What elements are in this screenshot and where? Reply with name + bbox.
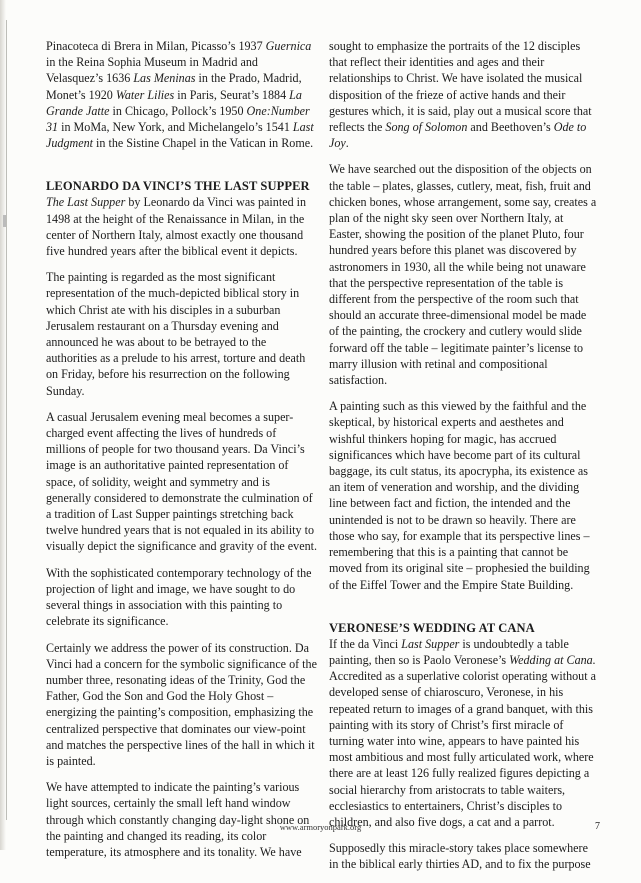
paragraph: If the da Vinci Last Supper is undoubtedly a table painting, then so is Paolo Veronese’s Wedding at Cana. Accredited as a superlative colorist operating without a developed sense of chiaroscuro, Veronese, in his repeated return to images of a grand banquet, with this painting with its story of Christ’s first miracle of turning water into wine, appears to have painted his most ambitious and most fully articulated work, where there are at least 126 fully realized figures depicting a social hierarchy from aristocrats to table waiters, ecclesiastics to entertainers, Christ’s disciples to children, and also five dogs, a cat and a parrot. <box>329 636 596 829</box>
page-edge-line <box>6 20 7 820</box>
italic-title: Song of Solomon <box>385 120 468 135</box>
section-heading: LEONARDO DA VINCI’S THE LAST SUPPER <box>46 179 310 194</box>
paragraph: With the sophisticated contemporary technology of the projection of light and image, we have sought to do several things in association with this painting to celebrate its significance. <box>46 565 312 629</box>
italic-title: The Last Supper <box>46 195 126 210</box>
italic-title: La Grande Jatte <box>46 87 302 118</box>
right-column <box>329 38 599 883</box>
section-heading: VERONESE’S WEDDING AT CANA <box>329 620 535 635</box>
italic-title: Last Supper <box>401 636 460 651</box>
italic-title: Wedding at Cana. <box>509 652 596 667</box>
italic-title: Guernica <box>265 39 312 53</box>
paragraph: Supposedly this miracle-story takes place somewhere in the biblical early thirties AD, and to fix the purpose <box>329 841 591 872</box>
italic-title: Ode to Joy <box>329 120 587 151</box>
footer-url: www.armoryonpark.org <box>279 822 362 832</box>
paragraph: Certainly we address the power of its construction. Da Vinci had a concern for the symbolic significance of the number three, resonating ideas of the Trinity, God the Father, God the Son and God the Holy Ghost – energizing the painting’s composition, emphasizing the centralized perspective that dominates our view-point and matches the perspective lines of the hall in which it is painted. <box>46 640 317 768</box>
italic-title: One:Number 31 <box>46 103 310 135</box>
paragraph: sought to emphasize the portraits of the 12 disciples that reflect their identities and ages and their relationships to Christ. We have isolated the musical disposition of the frieze of active hands and their gestures which, it is said, play out a musical score that reflects the Song of Solomon and Beethoven’s Ode to Joy. <box>329 39 592 151</box>
italic-title: Last Judgment <box>46 120 314 151</box>
paragraph: The Last Supper by Leonardo da Vinci was painted in 1498 at the height of the Renaissance in Milan, in the center of Northern Italy, almost exactly one thousand five hundred years after the biblical event it depicts. <box>46 195 307 259</box>
paragraph: The painting is regarded as the most significant representation of the much-depicted biblical story in which Christ ate with his disciples in a suburban Jerusalem restaurant on a Thursday evening and announced he was about to be betrayed to the authorities as a prelude to his arrest, torture and death on Friday, before his resurrection on the following Sunday. <box>46 270 306 398</box>
italic-title: Water Lilies <box>115 87 175 102</box>
page-number: 7 <box>595 821 600 832</box>
paragraph: A casual Jerusalem evening meal becomes a super-charged event affecting the lives of hundreds of millions of people for two thousand years. Da Vinci’s image is an authoritative painted representation of space, of solidity, weight and symmetry and is generally considered to demonstrate the culmination of a tradition of Last Supper paintings stretching back twelve hundred years that is not equaled in its ability to visually depict the significance and gravity of the event. <box>46 409 318 554</box>
margin-mark <box>3 215 6 227</box>
italic-title: Las Meninas <box>133 71 196 86</box>
paragraph: We have attempted to indicate the painting’s various light sources, certainly the small left hand window through which constantly changing day-light shone on the painting and changed its reading, its color temperature, its atmosphere and its tonality. We have <box>46 780 310 859</box>
left-column <box>46 38 317 870</box>
paragraph: A painting such as this viewed by the faithful and the skeptical, by historical experts and aesthetes and wishful thinkers hoping for magic, has accrued significances which have become part of its cultural baggage, its cult status, its apocrypha, its existence as an item of veneration and worship, and the dividing line between fact and fiction, the intended and the unintended is not to be drawn so heavily. There are those who say, for example that its perspective lines – remembering that this is a painting that cannot be moved from its original site – prophesied the building of the Eiffel Tower and the Empire State Building. <box>329 399 590 592</box>
paragraph: Pinacoteca di Brera in Milan, Picasso’s 1937 Guernica in the Reina Sophia Museum in Madrid and Velasquez’s 1636 Las Meninas in the Prado, Madrid, Monet’s 1920 Water Lilies in Paris, Seurat’s 1884 La Grande Jatte in Chicago, Pollock’s 1950 One:Number 31 in MoMa, New York, and Michelangelo’s 1541 Last Judgment in the Sistine Chapel in the Vatican in Rome. <box>46 39 314 151</box>
paragraph: We have searched out the disposition of the objects on the table – plates, glasses, cutlery, meat, fish, fruit and chicken bones, whose arrangement, some say, creates a plan of the night sky seen over Northern Italy, at Easter, showing the position of the planet Pluto, four hundred years before this planet was discovered by astronomers in 1930, all the while being not unaware that the perspective representation of the table is different from the perspective of the room such that should an accurate three-dimensional model be made of the painting, the crockery and cutlery would slide forward off the table – legitimate painter’s license to marry illusion with retinal and compositional satisfaction. <box>329 162 597 388</box>
